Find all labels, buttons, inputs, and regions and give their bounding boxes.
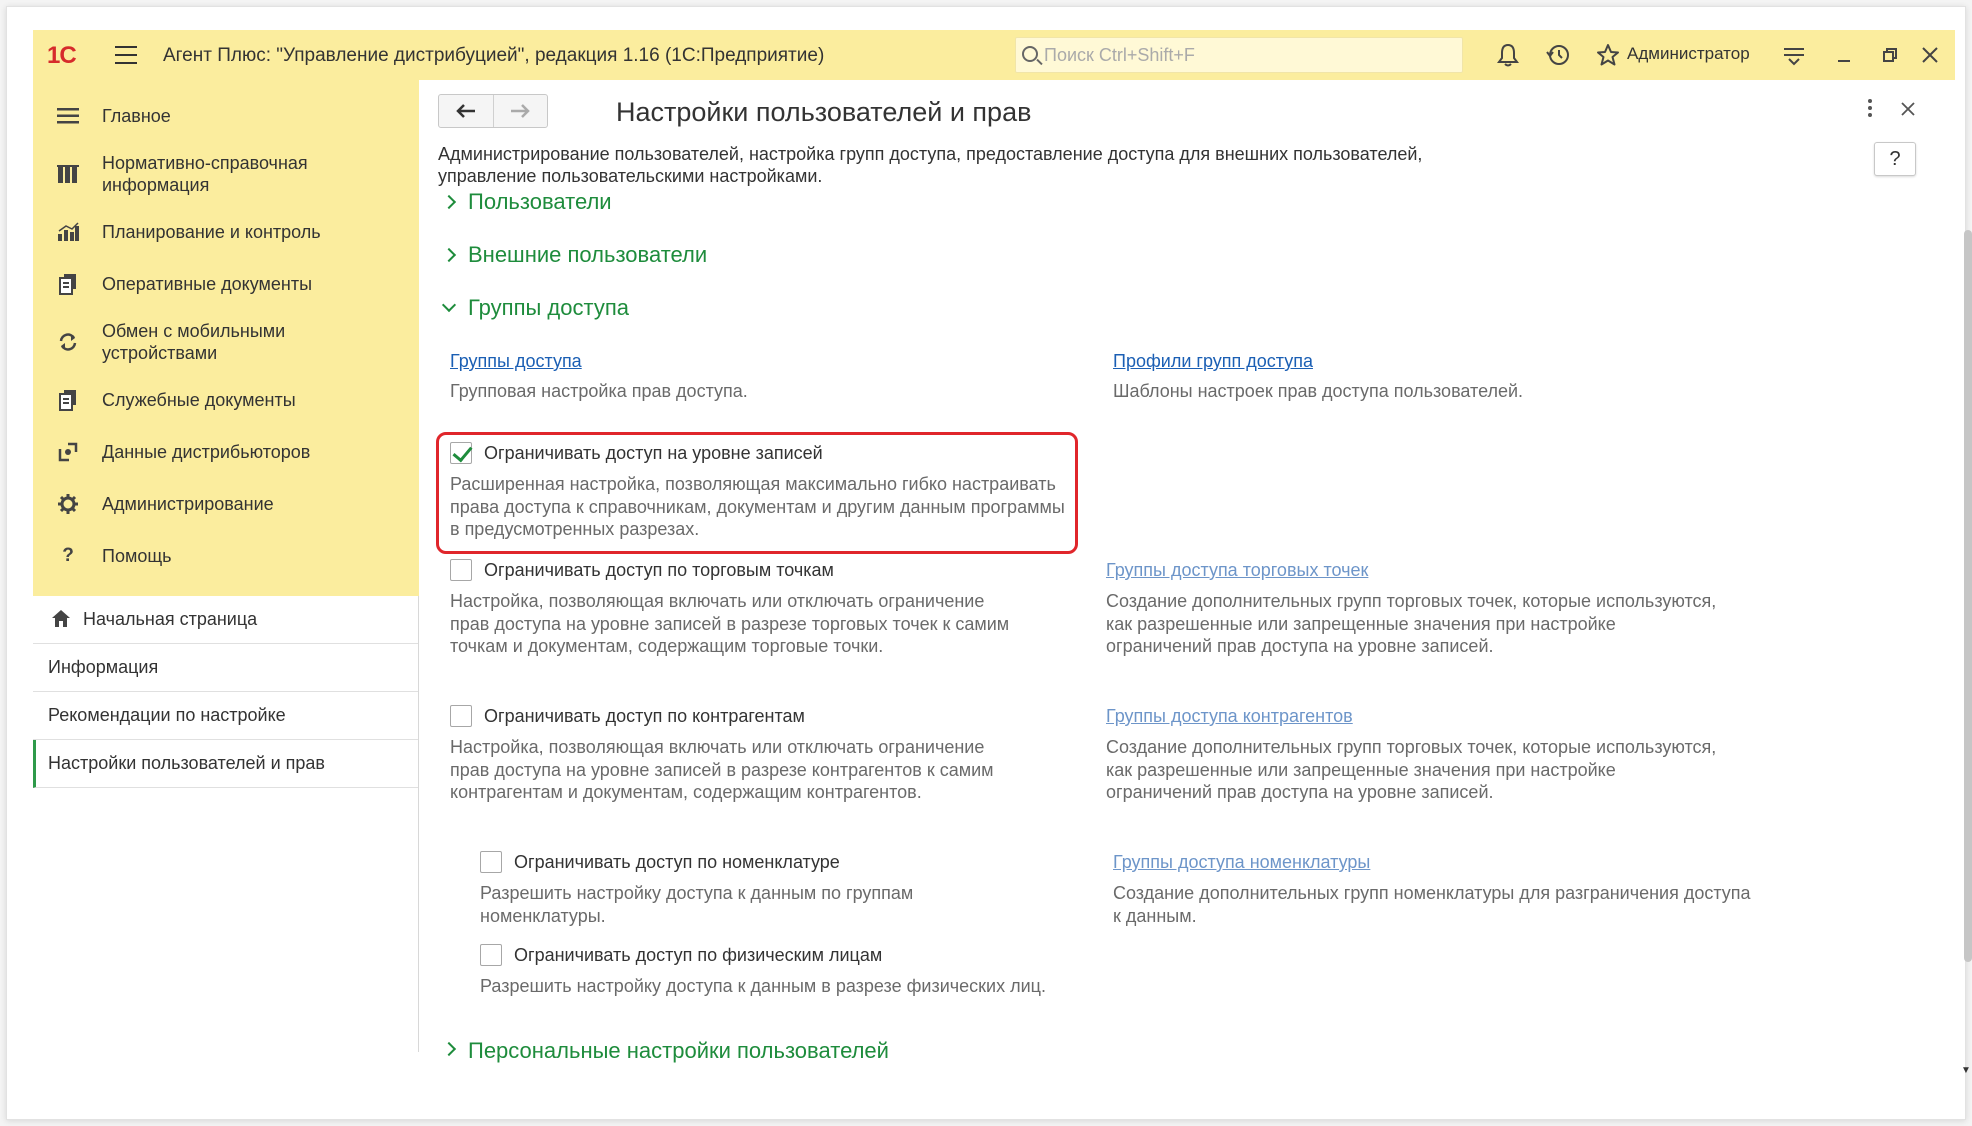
catalog-icon bbox=[57, 163, 79, 185]
outlets-checkbox[interactable] bbox=[450, 559, 472, 581]
section-label: Оперативные документы bbox=[102, 274, 313, 294]
star-icon[interactable] bbox=[1595, 42, 1621, 68]
group-personal-settings[interactable] bbox=[444, 1038, 889, 1063]
partners-groups-link[interactable]: Группы доступа контрагентов bbox=[1106, 706, 1353, 726]
section-main[interactable] bbox=[33, 90, 419, 142]
more-actions-icon[interactable] bbox=[1860, 98, 1880, 122]
group-users[interactable] bbox=[444, 189, 612, 215]
section-label: Обмен с мобильными устройствами bbox=[102, 321, 286, 363]
current-user[interactable]: Администратор bbox=[1627, 44, 1750, 63]
nomenclature-groups-link[interactable]: Группы доступа номенклатуры bbox=[1113, 852, 1371, 872]
chevron-right-icon bbox=[442, 248, 456, 262]
app-window bbox=[33, 30, 1971, 1076]
help-button[interactable]: ? bbox=[1874, 142, 1916, 176]
chevron-right-icon bbox=[442, 195, 456, 209]
history-icon[interactable] bbox=[1545, 42, 1571, 68]
group-title: Группы доступа bbox=[468, 295, 629, 320]
outlets-groups-note: Создание дополнительных групп торговых точек, которые используются, как разрешенные или запрещенные значения при настройке ограничений прав доступа на уровне записей. bbox=[1106, 591, 1717, 656]
section-label: Администрирование bbox=[102, 494, 274, 514]
partners-option[interactable] bbox=[450, 705, 805, 727]
chevron-right-icon bbox=[442, 1042, 456, 1056]
section-operations[interactable] bbox=[33, 258, 419, 310]
minimize-icon[interactable] bbox=[1831, 42, 1857, 68]
restore-icon[interactable] bbox=[1877, 42, 1903, 68]
section-label: Нормативно-справочная информация bbox=[102, 153, 308, 195]
outlets-option[interactable] bbox=[450, 559, 834, 581]
record-level-option[interactable] bbox=[450, 442, 823, 464]
sidebar bbox=[33, 80, 419, 1052]
search-icon bbox=[1022, 46, 1038, 62]
partners-groups-note: Создание дополнительных групп торговых точек, которые используются, как разрешенные или запрещенные значения при настройке ограничений прав доступа на уровне записей. bbox=[1106, 737, 1717, 802]
documents-icon bbox=[57, 273, 79, 295]
open-pages-list bbox=[33, 596, 418, 788]
nav-information[interactable] bbox=[33, 644, 418, 692]
title-bar bbox=[33, 30, 1955, 80]
main-content bbox=[420, 80, 1971, 1076]
section-help[interactable] bbox=[33, 530, 419, 582]
persons-note: Разрешить настройку доступа к данным в разрезе физических лиц. bbox=[480, 976, 1046, 996]
persons-option[interactable] bbox=[480, 944, 882, 966]
outlets-groups-link[interactable]: Группы доступа торговых точек bbox=[1106, 560, 1369, 580]
vertical-scrollbar[interactable] bbox=[1964, 230, 1972, 962]
sync-icon bbox=[57, 331, 79, 353]
page-description: Администрирование пользователей, настройка групп доступа, предоставление доступа для внешних пользователей, управление пользовательскими настройками. bbox=[438, 144, 1423, 186]
menu-list-icon bbox=[57, 105, 79, 127]
nav-user-settings[interactable] bbox=[33, 740, 418, 788]
section-planning[interactable] bbox=[33, 206, 419, 258]
persons-checkbox[interactable] bbox=[480, 944, 502, 966]
group-title: Персональные настройки пользователей bbox=[468, 1038, 889, 1063]
record-level-note: Расширенная настройка, позволяющая максимально гибко настраивать права доступа к справочникам, документам и другим данным программы в предусмотренных разрезах. bbox=[450, 474, 1065, 539]
settings-icon[interactable] bbox=[1781, 42, 1807, 68]
section-label: Планирование и контроль bbox=[102, 222, 321, 242]
close-icon[interactable] bbox=[1917, 42, 1943, 68]
logo-text: 1С bbox=[47, 42, 76, 69]
bell-icon[interactable] bbox=[1495, 42, 1521, 68]
nav-label: Начальная страница bbox=[83, 609, 258, 629]
chart-icon bbox=[57, 221, 79, 243]
global-search[interactable] bbox=[1015, 37, 1463, 73]
back-button[interactable] bbox=[439, 95, 493, 127]
main-menu-icon[interactable] bbox=[115, 46, 137, 64]
partners-label: Ограничивать доступ по контрагентам bbox=[484, 705, 805, 726]
app-logo bbox=[47, 42, 76, 70]
sections-panel bbox=[33, 80, 419, 596]
app-title: Агент Плюс: "Управление дистрибуцией", редакция 1.16 (1С:Предприятие) bbox=[163, 45, 825, 66]
help-icon: ? bbox=[62, 545, 74, 566]
home-icon bbox=[51, 609, 71, 629]
section-service-docs[interactable] bbox=[33, 374, 419, 426]
section-label: Данные дистрибьюторов bbox=[102, 442, 311, 462]
section-label: Помощь bbox=[102, 546, 172, 566]
section-label: Служебные документы bbox=[102, 390, 296, 410]
page-title: Настройки пользователей и прав bbox=[616, 97, 1032, 127]
access-groups-note: Групповая настройка прав доступа. bbox=[450, 381, 748, 401]
nomenclature-label: Ограничивать доступ по номенклатуре bbox=[514, 851, 840, 872]
scroll-down-arrow-icon[interactable]: ▼ bbox=[1961, 1065, 1971, 1076]
group-external-users[interactable] bbox=[444, 242, 707, 268]
section-admin[interactable] bbox=[33, 478, 419, 530]
access-profiles-link[interactable]: Профили групп доступа bbox=[1113, 351, 1313, 371]
search-input[interactable] bbox=[1044, 43, 1444, 67]
section-catalogs[interactable] bbox=[33, 142, 419, 206]
persons-label: Ограничивать доступ по физическим лицам bbox=[514, 944, 883, 965]
forward-button[interactable] bbox=[493, 95, 547, 127]
distributors-icon bbox=[57, 441, 79, 463]
nomenclature-checkbox[interactable] bbox=[480, 851, 502, 873]
chevron-down-icon bbox=[442, 298, 456, 312]
record-level-label: Ограничивать доступ на уровне записей bbox=[484, 442, 823, 463]
group-title: Пользователи bbox=[468, 189, 612, 214]
section-mobile-exchange[interactable] bbox=[33, 310, 419, 374]
nav-label: Рекомендации по настройке bbox=[48, 705, 286, 725]
history-nav bbox=[438, 94, 548, 128]
partners-note: Настройка, позволяющая включать или отключать ограничение прав доступа на уровне записей в разрезе контрагентов к самим контрагентам и документам, содержащим контрагентов. bbox=[450, 737, 994, 802]
service-docs-icon bbox=[57, 389, 79, 411]
group-title: Внешние пользователи bbox=[468, 242, 708, 267]
gear-icon bbox=[57, 493, 79, 515]
section-distributors[interactable] bbox=[33, 426, 419, 478]
record-level-checkbox[interactable] bbox=[450, 442, 472, 464]
outlets-label: Ограничивать доступ по торговым точкам bbox=[484, 559, 834, 580]
nav-label: Информация bbox=[48, 657, 159, 677]
nomenclature-option[interactable] bbox=[480, 851, 840, 873]
access-profiles-note: Шаблоны настроек прав доступа пользователей. bbox=[1113, 381, 1524, 401]
screenshot-frame bbox=[6, 6, 1971, 1120]
partners-checkbox[interactable] bbox=[450, 705, 472, 727]
nav-recommendations[interactable] bbox=[33, 692, 418, 740]
section-label: Главное bbox=[102, 106, 171, 126]
group-access-groups[interactable] bbox=[444, 295, 629, 321]
nav-home[interactable] bbox=[33, 596, 418, 644]
outlets-note: Настройка, позволяющая включать или отключать ограничение прав доступа на уровне записей в разрезе торговых точек к самим точкам и документам, содержащим торговые точки. bbox=[450, 591, 1010, 656]
close-form-icon[interactable] bbox=[1896, 96, 1920, 120]
nav-label: Настройки пользователей и прав bbox=[48, 753, 325, 773]
access-groups-link[interactable]: Группы доступа bbox=[450, 351, 582, 371]
nomenclature-groups-note: Создание дополнительных групп номенклатуры для разграничения доступа к данным. bbox=[1113, 883, 1751, 926]
nomenclature-note: Разрешить настройку доступа к данным по группам номенклатуры. bbox=[480, 883, 914, 926]
